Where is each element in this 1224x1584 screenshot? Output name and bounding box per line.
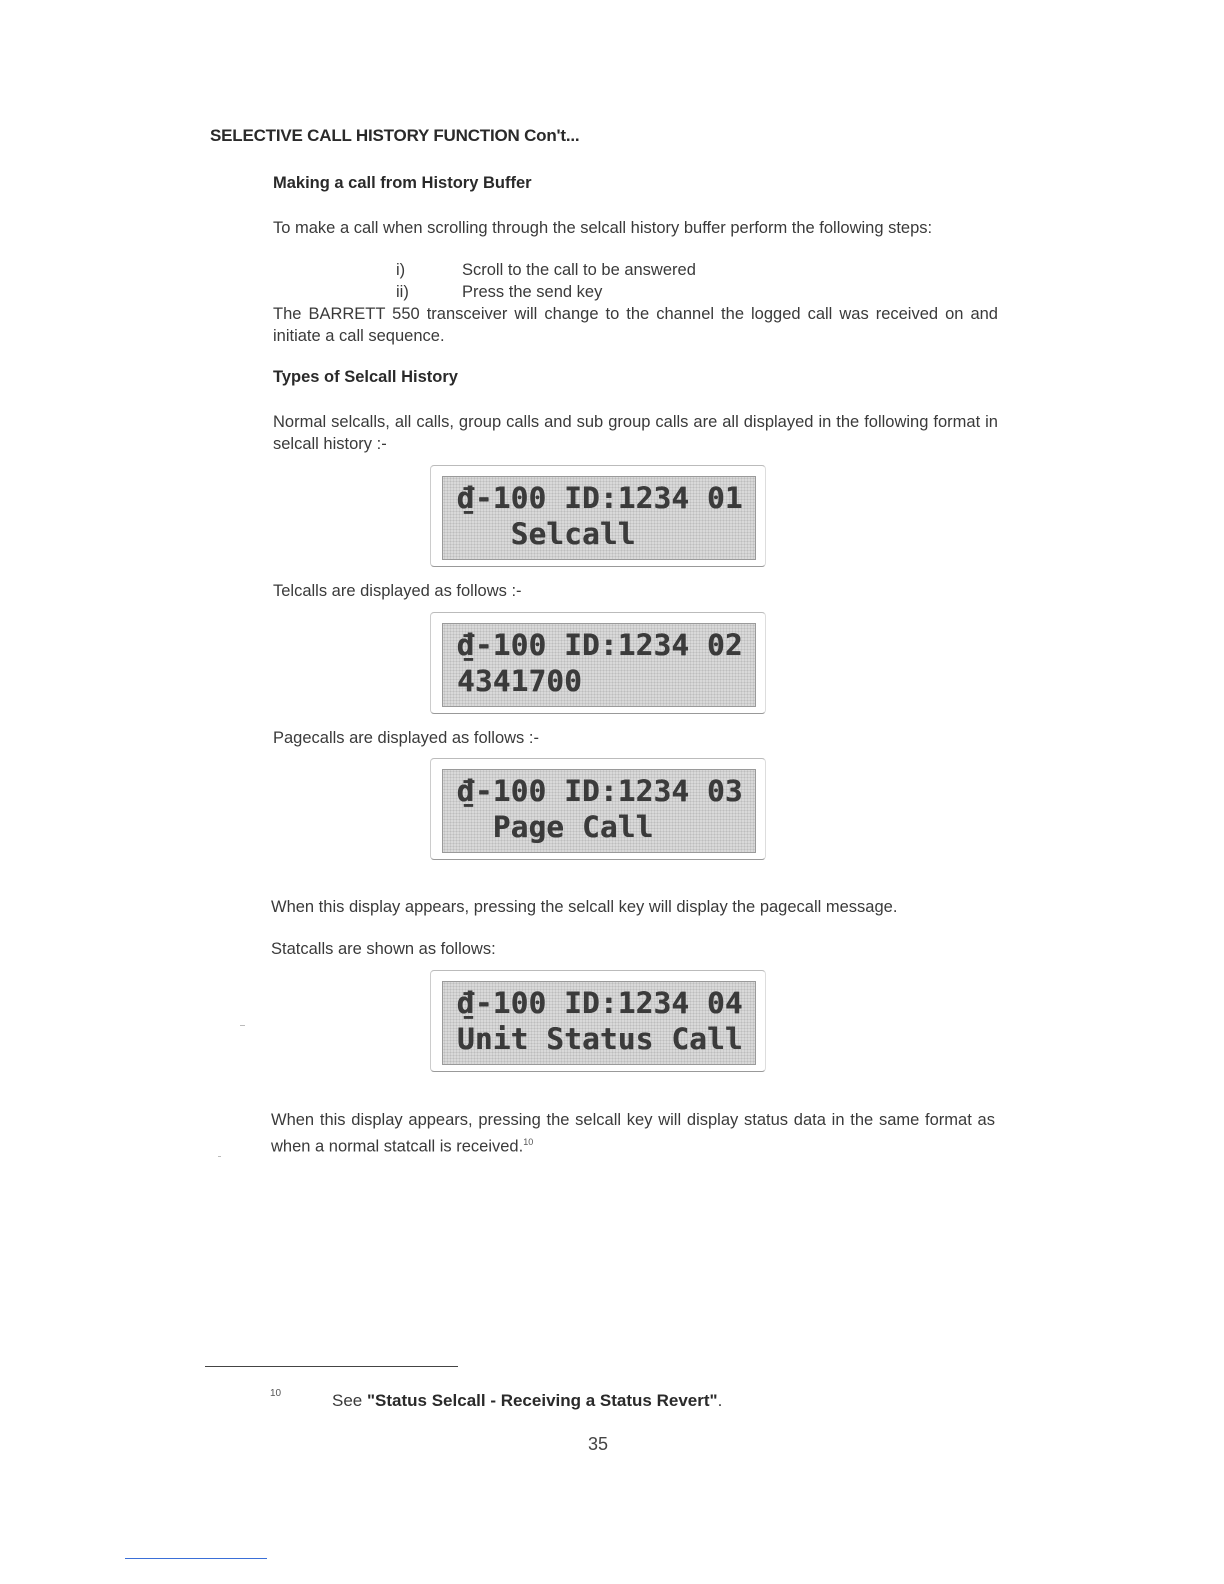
making-call-result: The BARRETT 550 transceiver will change to the channel the logged call was received on and initiate a call sequence. — [273, 305, 998, 345]
footnote-reference-title: "Status Selcall - Receiving a Status Revert" — [366, 1391, 718, 1410]
bottom-rule — [125, 1558, 267, 1559]
statcall-note — [271, 1110, 995, 1158]
lcd-line-1: ₫-100 ID:1234 02 — [457, 628, 743, 662]
scan-mark — [218, 1156, 221, 1157]
making-call-intro: To make a call when scrolling through the selcall history buffer perform the following steps: — [273, 219, 933, 237]
lcd-screen — [442, 981, 756, 1065]
footnote-prefix: See — [332, 1391, 367, 1410]
telcall-intro: Telcalls are displayed as follows :- — [273, 582, 522, 600]
step-1-number: i) — [396, 261, 406, 279]
lcd-line-2: Selcall — [457, 517, 636, 551]
pagecall-note: When this display appears, pressing the selcall key will display the pagecall message. — [271, 898, 898, 916]
footnote-number: 10 — [270, 1388, 282, 1399]
normal-selcall-intro: Normal selcalls, all calls, group calls and sub group calls are all displayed in the following format in selcall history :- — [273, 413, 998, 453]
footnote-suffix: . — [717, 1391, 723, 1410]
lcd-display-telcall — [430, 612, 766, 714]
pagecall-intro: Pagecalls are displayed as follows :- — [273, 729, 539, 747]
lcd-line-1: ₫-100 ID:1234 04 — [457, 986, 743, 1020]
lcd-line-1: ₫-100 ID:1234 01 — [457, 481, 743, 515]
lcd-line-2: 4341700 — [457, 664, 583, 698]
footnote-reference: 10 — [523, 1136, 534, 1147]
footnote-text — [332, 1391, 722, 1411]
lcd-screen — [442, 476, 756, 560]
lcd-line-2: Page Call — [457, 810, 654, 844]
scan-mark — [240, 1025, 245, 1026]
lcd-display-statcall — [430, 970, 766, 1072]
footnote-divider — [205, 1366, 458, 1367]
lcd-display-selcall — [430, 465, 766, 567]
step-2-number: ii) — [396, 283, 409, 301]
types-heading: Types of Selcall History — [273, 368, 458, 386]
lcd-screen — [442, 769, 756, 853]
lcd-display-pagecall — [430, 758, 766, 860]
page-number: 35 — [588, 1434, 609, 1454]
section-title: SELECTIVE CALL HISTORY FUNCTION Con't... — [210, 126, 580, 145]
step-1-text: Scroll to the call to be answered — [462, 261, 696, 279]
step-2-text: Press the send key — [462, 283, 603, 301]
lcd-line-1: ₫-100 ID:1234 03 — [457, 774, 743, 808]
statcall-note-text: When this display appears, pressing the selcall key will display status data in the same format as when a normal statcall is received. — [271, 1111, 995, 1155]
making-call-heading: Making a call from History Buffer — [273, 174, 532, 192]
lcd-line-2: Unit Status Call — [457, 1022, 743, 1056]
lcd-screen — [442, 623, 756, 707]
statcall-intro: Statcalls are shown as follows: — [271, 940, 496, 958]
